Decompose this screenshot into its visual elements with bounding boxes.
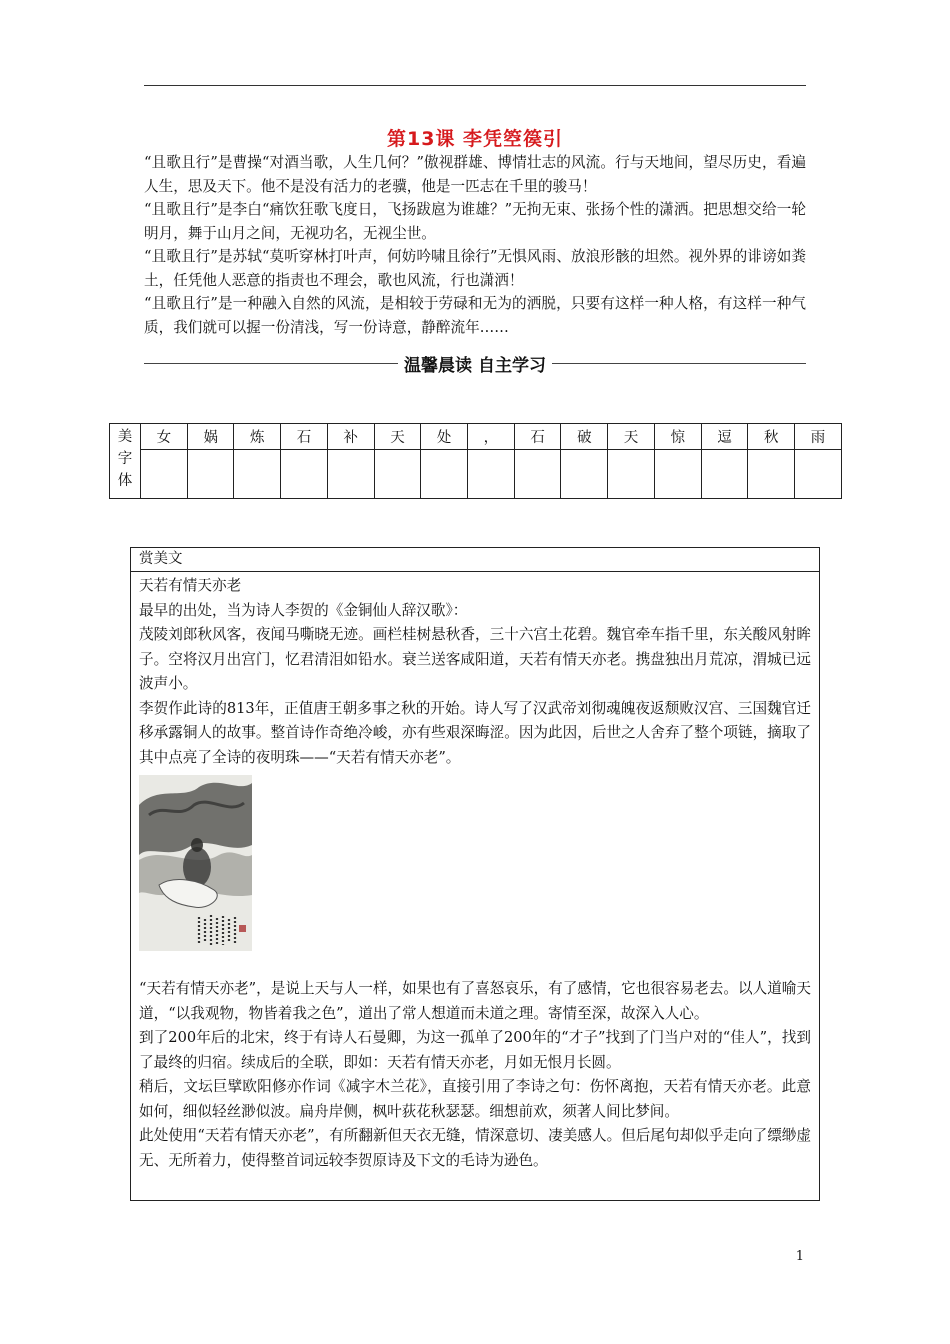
practice-cell[interactable] — [374, 450, 421, 499]
practice-cell[interactable] — [795, 450, 842, 499]
row-label-text: 美字体 — [117, 429, 133, 489]
intro-paragraph: “且歌且行”是李白“痛饮狂歌飞度日，飞扬跋扈为谁雄？”无拘无束、张扬个性的潇洒。把思想交给一轮明月，舞于山月之间，无视功名，无视尘世。 — [144, 201, 806, 242]
practice-cell[interactable] — [514, 450, 561, 499]
practice-cell[interactable] — [141, 450, 188, 499]
practice-cell[interactable] — [281, 450, 328, 499]
char-cell: ， — [468, 424, 515, 450]
intro-section — [144, 151, 806, 339]
practice-cell[interactable] — [234, 450, 281, 499]
appreciation-paragraph: 茂陵刘郎秋风客，夜闻马嘶晓无迹。画栏桂树悬秋香，三十六宫土花碧。魏官牵车指千里，东关酸风射眸子。空将汉月出宫门，忆君清泪如铅水。衰兰送客咸阳道，天若有情天亦老。携盘独出月荒凉，渭城已远波声小。 — [139, 626, 811, 692]
char-cell: 天 — [608, 424, 655, 450]
heading-rule-right — [552, 363, 806, 364]
appreciation-paragraph: 此处使用“天若有情天亦老”，有所翻新但天衣无缝，情深意切、凄美感人。但后尾句却似乎走向了缥缈虚无、无所着力，使得整首词远较李贺原诗及下文的毛诗为逊色。 — [139, 1127, 811, 1169]
char-cell: 处 — [421, 424, 468, 450]
appreciation-paragraph: “天若有情天亦老”，是说上天与人一样，如果也有了喜怒哀乐，有了感情，它也很容易老去。以人道喻天道，“以我观物，物皆着我之色”，道出了常人想道而未道之理。寄情至深，故深入人心。 — [139, 980, 811, 1022]
ink-painting-svg — [139, 775, 252, 951]
char-cell: 石 — [514, 424, 561, 450]
calligraphy-practice-table — [109, 423, 842, 499]
appreciation-paragraph: 稍后，文坛巨擘欧阳修亦作词《减字木兰花》，直接引用了李诗之句：伤怀离抱，天若有情天亦老。此意如何，细似轻丝渺似波。扁舟岸侧，枫叶荻花秋瑟瑟。细想前欢，须著人间比梦间。 — [139, 1078, 811, 1120]
char-cell: 炼 — [234, 424, 281, 450]
appreciation-paragraph: 到了200年后的北宋，终于有诗人石曼卿，为这一孤单了200年的“才子”找到了门当户对的“佳人”，找到了最终的归宿。续成后的全联，即如：天若有情天亦老，月如无恨月长圆。 — [139, 1029, 811, 1071]
appreciation-paragraph: 李贺作此诗的813年，正值唐王朝多事之秋的开始。诗人写了汉武帝刘彻魂魄夜返颓败汉宫、三国魏官迁移承露铜人的故事。整首诗作奇绝冷峻，亦有些艰深晦涩。因为此因，后世之人舍弃了整个项链，摘取了其中点亮了全诗的夜明珠——“天若有情天亦老”。 — [139, 699, 811, 766]
practice-cell[interactable] — [561, 450, 608, 499]
ink-painting-image — [139, 775, 252, 951]
practice-cell[interactable] — [468, 450, 515, 499]
section-heading-text: 温馨晨读 自主学习 — [404, 355, 546, 376]
char-cell: 补 — [327, 424, 374, 450]
char-cell: 石 — [281, 424, 328, 450]
char-cell: 女 — [141, 424, 188, 450]
heading-rule-left — [144, 363, 398, 364]
page-number: 1 — [795, 1249, 804, 1264]
intro-paragraph: “且歌且行”是曹操“对酒当歌，人生几何？”傲视群雄、博情壮志的风流。行与天地间，望尽历史，看遍人生，思及天下。他不是没有活力的老骥，他是一匹志在千里的骏马！ — [144, 154, 806, 195]
practice-cell[interactable] — [701, 450, 748, 499]
char-cell: 秋 — [748, 424, 795, 450]
char-cell: 天 — [374, 424, 421, 450]
intro-paragraph: “且歌且行”是一种融入自然的风流，是相较于劳碌和无为的洒脱，只要有这样一种人格，有这样一种气质，我们就可以握一份清浅，写一份诗意，静醉流年…… — [144, 295, 806, 336]
appreciation-header: 赏美文 — [131, 548, 819, 572]
char-cell: 逗 — [701, 424, 748, 450]
practice-cell[interactable] — [748, 450, 795, 499]
practice-cell[interactable] — [608, 450, 655, 499]
section-heading — [144, 350, 806, 376]
char-cell: 惊 — [654, 424, 701, 450]
appreciation-body — [131, 572, 819, 1173]
appreciation-paragraph: 最早的出处，当为诗人李贺的《金铜仙人辞汉歌》： — [139, 601, 468, 619]
intro-paragraph: “且歌且行”是苏轼“莫听穿林打叶声，何妨吟啸且徐行”无惧风雨、放浪形骸的坦然。视外界的诽谤如粪土，任凭他人恶意的指责也不理会，歌也风流，行也潇洒！ — [144, 248, 806, 289]
practice-cell[interactable] — [327, 450, 374, 499]
row-label — [110, 424, 141, 499]
lesson-title: 第13课 李凭箜篌引 — [386, 128, 564, 150]
practice-cell[interactable] — [421, 450, 468, 499]
char-cell: 雨 — [795, 424, 842, 450]
header-rule — [144, 85, 806, 86]
char-cell: 娲 — [187, 424, 234, 450]
appreciation-box — [130, 547, 820, 1201]
practice-cell[interactable] — [187, 450, 234, 499]
appreciation-subtitle: 天若有情天亦老 — [139, 577, 242, 594]
char-cell: 破 — [561, 424, 608, 450]
practice-cell[interactable] — [654, 450, 701, 499]
